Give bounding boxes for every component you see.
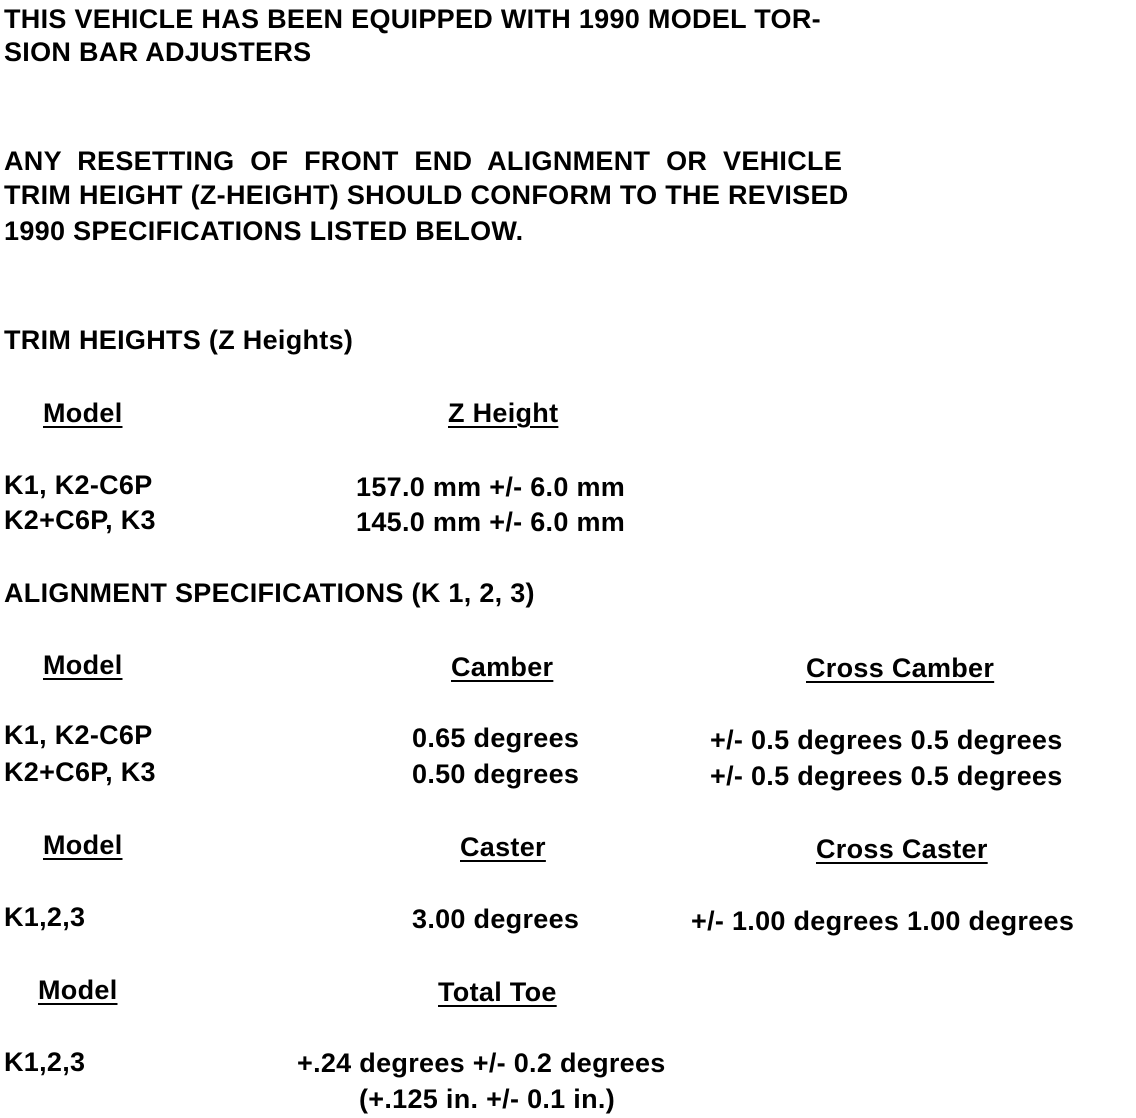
caster-row-1-model: K1,2,3	[4, 902, 86, 932]
notice-line-1: THIS VEHICLE HAS BEEN EQUIPPED WITH 1990 MODEL TOR-	[4, 4, 821, 34]
total-toe-header: Total Toe	[438, 977, 557, 1007]
toe-row-1-value-inches: (+.125 in. +/- 0.1 in.)	[359, 1084, 615, 1114]
trim-row-2-value: 145.0 mm +/- 6.0 mm	[356, 507, 626, 537]
camber-row-2-value: 0.50 degrees	[412, 759, 580, 789]
camber-header: Camber	[451, 652, 554, 682]
camber-row-2-model: K2+C6P, K3	[4, 757, 156, 787]
instruction-line-2: TRIM HEIGHT (Z-HEIGHT) SHOULD CONFORM TO THE REVISED	[4, 180, 849, 210]
camber-row-2-cross: +/- 0.5 degrees 0.5 degrees	[710, 761, 1063, 791]
notice-line-2: SION BAR ADJUSTERS	[4, 37, 312, 67]
caster-row-1-value: 3.00 degrees	[412, 904, 580, 934]
toe-row-1-model: K1,2,3	[4, 1047, 86, 1077]
camber-row-1-model: K1, K2-C6P	[4, 720, 153, 750]
trim-row-1-model: K1, K2-C6P	[4, 470, 153, 500]
camber-row-1-cross: +/- 0.5 degrees 0.5 degrees	[710, 725, 1063, 755]
trim-heights-title: TRIM HEIGHTS (Z Heights)	[4, 325, 354, 355]
caster-model-header: Model	[43, 830, 123, 860]
caster-header: Caster	[460, 832, 546, 862]
cross-camber-header: Cross Camber	[806, 653, 995, 683]
toe-model-header: Model	[38, 975, 118, 1005]
camber-row-1-value: 0.65 degrees	[412, 723, 580, 753]
toe-row-1-value: +.24 degrees +/- 0.2 degrees	[297, 1048, 666, 1078]
instruction-line-1: ANY RESETTING OF FRONT END ALIGNMENT OR VEHICLE	[4, 146, 843, 176]
instruction-line-3: 1990 SPECIFICATIONS LISTED BELOW.	[4, 216, 524, 246]
camber-model-header: Model	[43, 650, 123, 680]
alignment-title: ALIGNMENT SPECIFICATIONS (K 1, 2, 3)	[4, 578, 535, 608]
trim-z-height-header: Z Height	[448, 398, 559, 428]
trim-row-1-value: 157.0 mm +/- 6.0 mm	[356, 472, 626, 502]
cross-caster-header: Cross Caster	[816, 834, 988, 864]
trim-row-2-model: K2+C6P, K3	[4, 505, 156, 535]
trim-model-header: Model	[43, 398, 123, 428]
caster-row-1-cross: +/- 1.00 degrees 1.00 degrees	[691, 906, 1075, 936]
